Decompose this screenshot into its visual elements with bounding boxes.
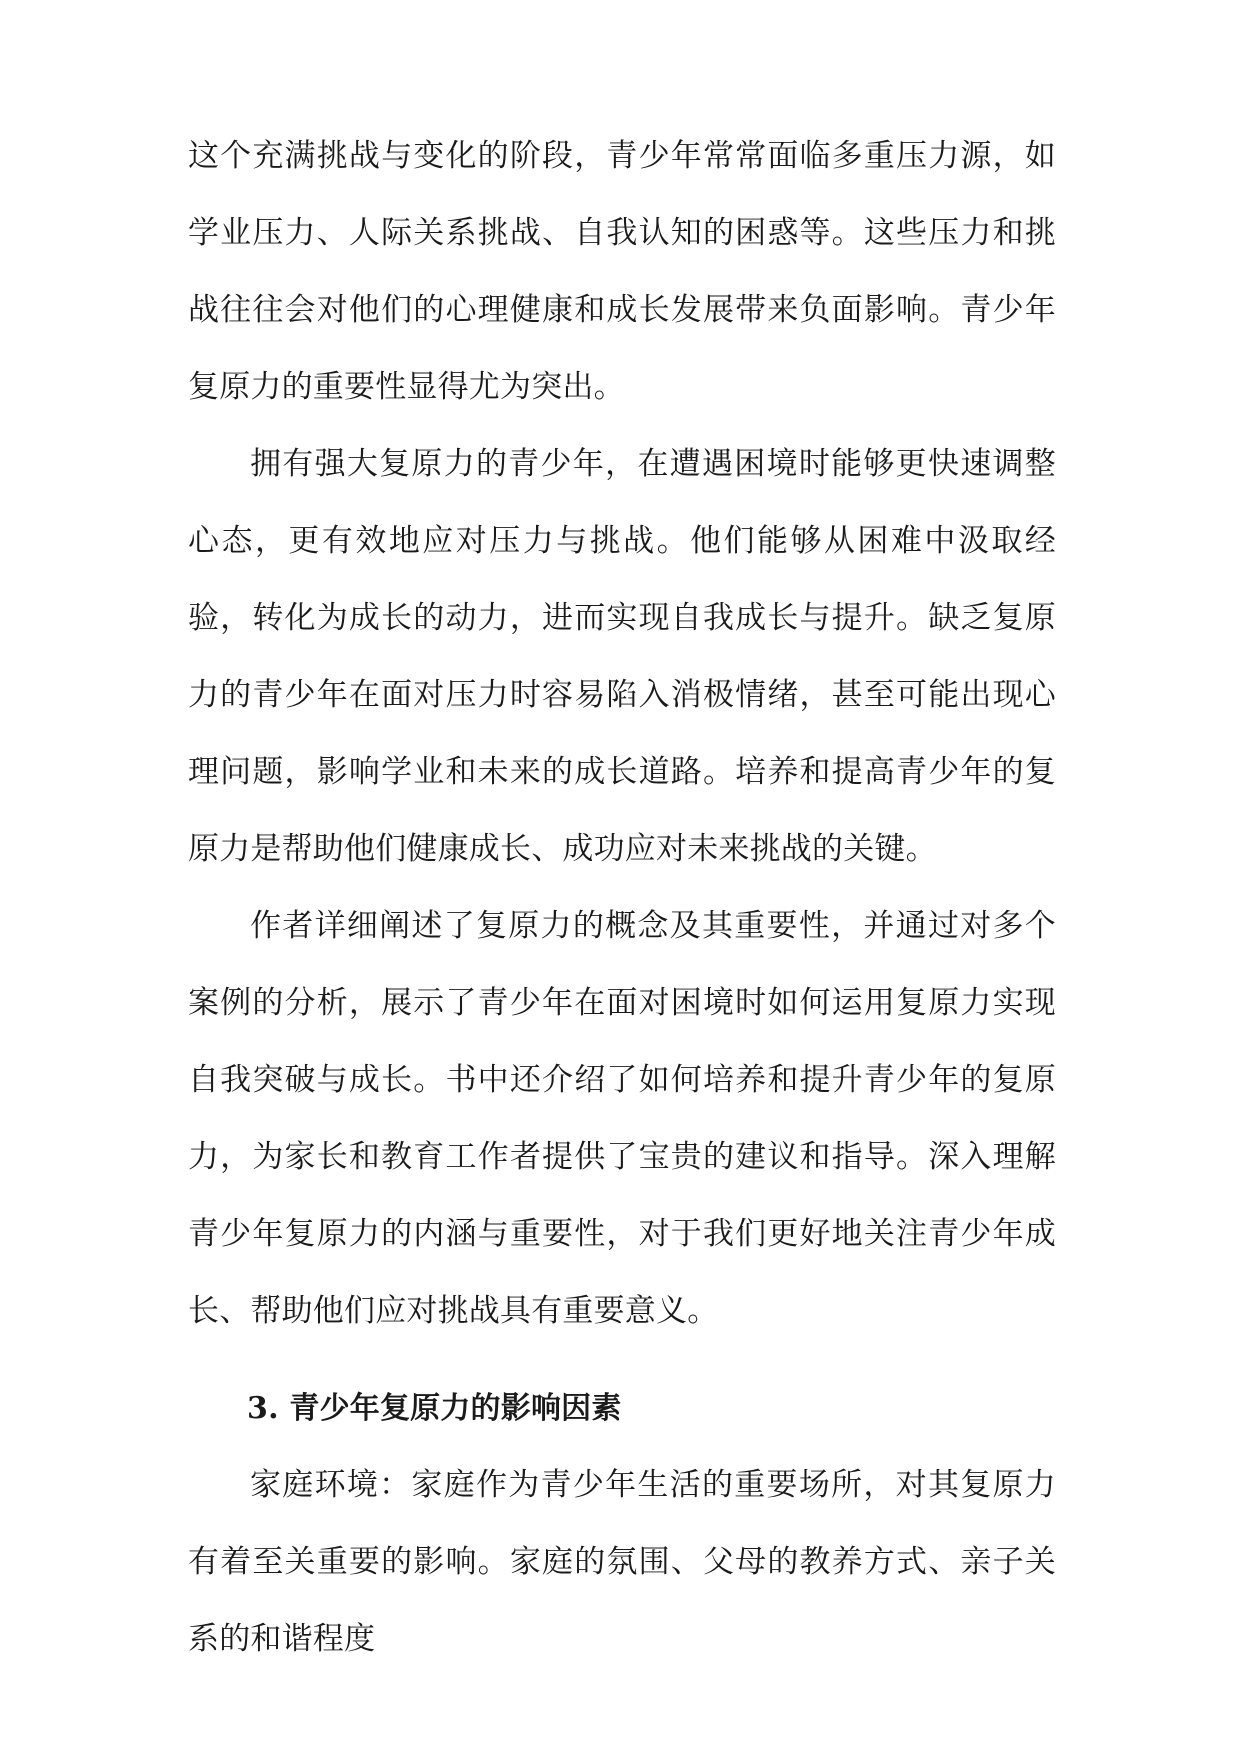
paragraph-family-environment: 家庭环境：家庭作为青少年生活的重要场所，对其复原力有着至关重要的影响。家庭的氛围、父母的教养方式、亲子关系的和谐程度 xyxy=(188,1467,1056,1657)
paragraph-resilience-importance: 拥有强大复原力的青少年，在遭遇困境时能够更快速调整心态，更有效地应对压力与挑战。他们能够从困难中汲取经验，转化为成长的动力，进而实现自我成长与提升。缺乏复原力的青少年在面对压力时容易陷入消极情绪，甚至可能出现心理问题，影响学业和未来的成长道路。培养和提高青少年的复原力是帮助他们健康成长、成功应对未来挑战的关键。 xyxy=(188,446,1056,867)
section-heading: 3. 青少年复原力的影响因素 xyxy=(247,1391,622,1426)
paragraph-continued: 这个充满挑战与变化的阶段，青少年常常面临多重压力源，如学业压力、人际关系挑战、自我认知的困惑等。这些压力和挑战往往会对他们的心理健康和成长发展带来负面影响。青少年复原力的重要性显得尤为突出。 xyxy=(188,138,1056,405)
paragraph-author-summary: 作者详细阐述了复原力的概念及其重要性，并通过对多个案例的分析，展示了青少年在面对困境时如何运用复原力实现自我突破与成长。书中还介绍了如何培养和提升青少年的复原力，为家长和教育工作者提供了宝贵的建议和指导。深入理解青少年复原力的内涵与重要性，对于我们更好地关注青少年成长、帮助他们应对挑战具有重要意义。 xyxy=(188,908,1056,1329)
section-spacer xyxy=(188,1350,1056,1370)
body-text xyxy=(188,118,1056,1678)
